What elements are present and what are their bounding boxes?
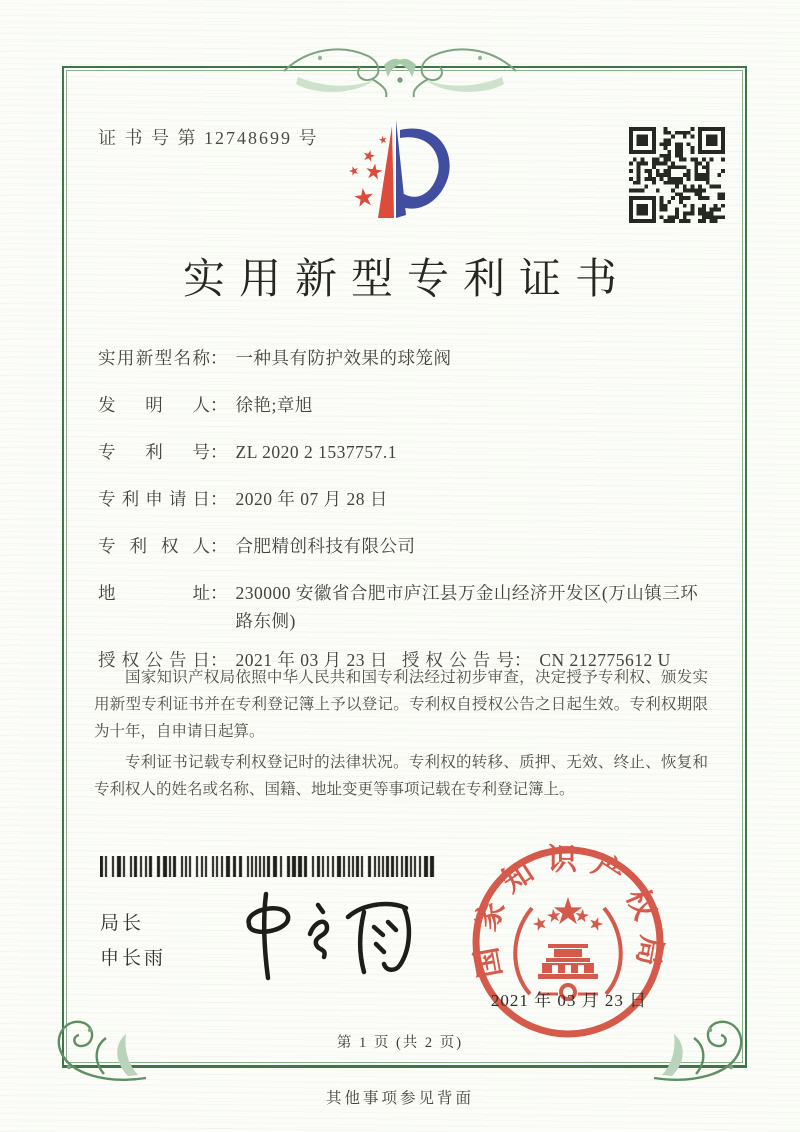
field-colon: ： (210, 348, 228, 368)
field-value: 合肥精创科技有限公司 (235, 536, 416, 556)
field-label: 授权公告日 (98, 650, 210, 670)
seal-text: 国家知识产权局 (468, 843, 668, 981)
field-row-filing-date (98, 485, 712, 513)
field-row-address (98, 579, 712, 635)
signer-name: 申长雨 (100, 948, 167, 969)
national-emblem (515, 897, 621, 999)
signer-title: 局长 (100, 913, 145, 934)
field-value: ZL 2020 2 1537757.1 (235, 442, 397, 462)
legal-text (94, 664, 708, 807)
field-colon: ： (210, 583, 228, 603)
barcode (100, 856, 435, 877)
back-note: 其他事项参见背面 (325, 1090, 474, 1107)
certificate-title: 实用新型专利证书 (182, 257, 631, 303)
cnipa-logo-icon (342, 114, 462, 236)
field-row-patent-no (98, 438, 712, 466)
signature-handwriting (214, 878, 429, 990)
seal-date: 2021 年 03 月 23 日 (490, 991, 648, 1010)
official-seal (468, 842, 668, 1042)
field-colon: ： (210, 536, 228, 556)
signer-block (100, 912, 166, 971)
field-colon: ： (210, 395, 228, 415)
certificate-number: 证 书 号 第 12748699 号 (98, 128, 319, 148)
field-label: 地址 (98, 583, 210, 603)
field-colon: ： (210, 442, 228, 462)
grant-no-value: CN 212775612 U (539, 650, 671, 670)
field-colon: ： (513, 650, 532, 670)
field-row-patentee (98, 532, 712, 560)
field-label: 授权公告号 (401, 650, 514, 670)
field-value: 一种具有防护效果的球笼阀 (235, 348, 452, 368)
qr-code (629, 127, 725, 223)
page-number: 第 1 页 (共 2 页) (336, 1035, 464, 1051)
field-value: 2020 年 07 月 28 日 (235, 489, 388, 509)
field-label: 专利权人 (98, 536, 210, 556)
top-flourish-ornament (280, 38, 520, 100)
field-label: 发明人 (98, 395, 210, 415)
field-colon: ： (210, 650, 228, 670)
legal-paragraph-2: 专利证书记载专利权登记时的法律状况。专利权的转移、质押、无效、终止、恢复和专利权人的姓名或名称、国籍、地址变更等事项记载在专利登记簿上。 (94, 754, 708, 798)
field-row-inventor (98, 391, 712, 419)
field-label: 专利号 (98, 442, 210, 462)
field-row-name (98, 344, 712, 372)
field-value: 徐艳;章旭 (235, 395, 313, 415)
field-label: 实用新型名称 (98, 348, 210, 368)
fields-section (98, 344, 712, 693)
field-label: 专利申请日 (98, 489, 210, 509)
field-value: 230000 安徽省合肥市庐江县万金山经济开发区(万山镇三环路东侧) (235, 583, 699, 631)
legal-paragraph-1: 国家知识产权局依照中华人民共和国专利法经过初步审查，决定授予专利权、颁发实用新型专利证书并在专利登记簿上予以登记。专利权自授权公告之日起生效。专利权期限为十年，自申请日起算。 (94, 669, 708, 740)
grant-date-value: 2021 年 03 月 23 日 (235, 650, 388, 670)
field-colon: ： (210, 489, 228, 509)
